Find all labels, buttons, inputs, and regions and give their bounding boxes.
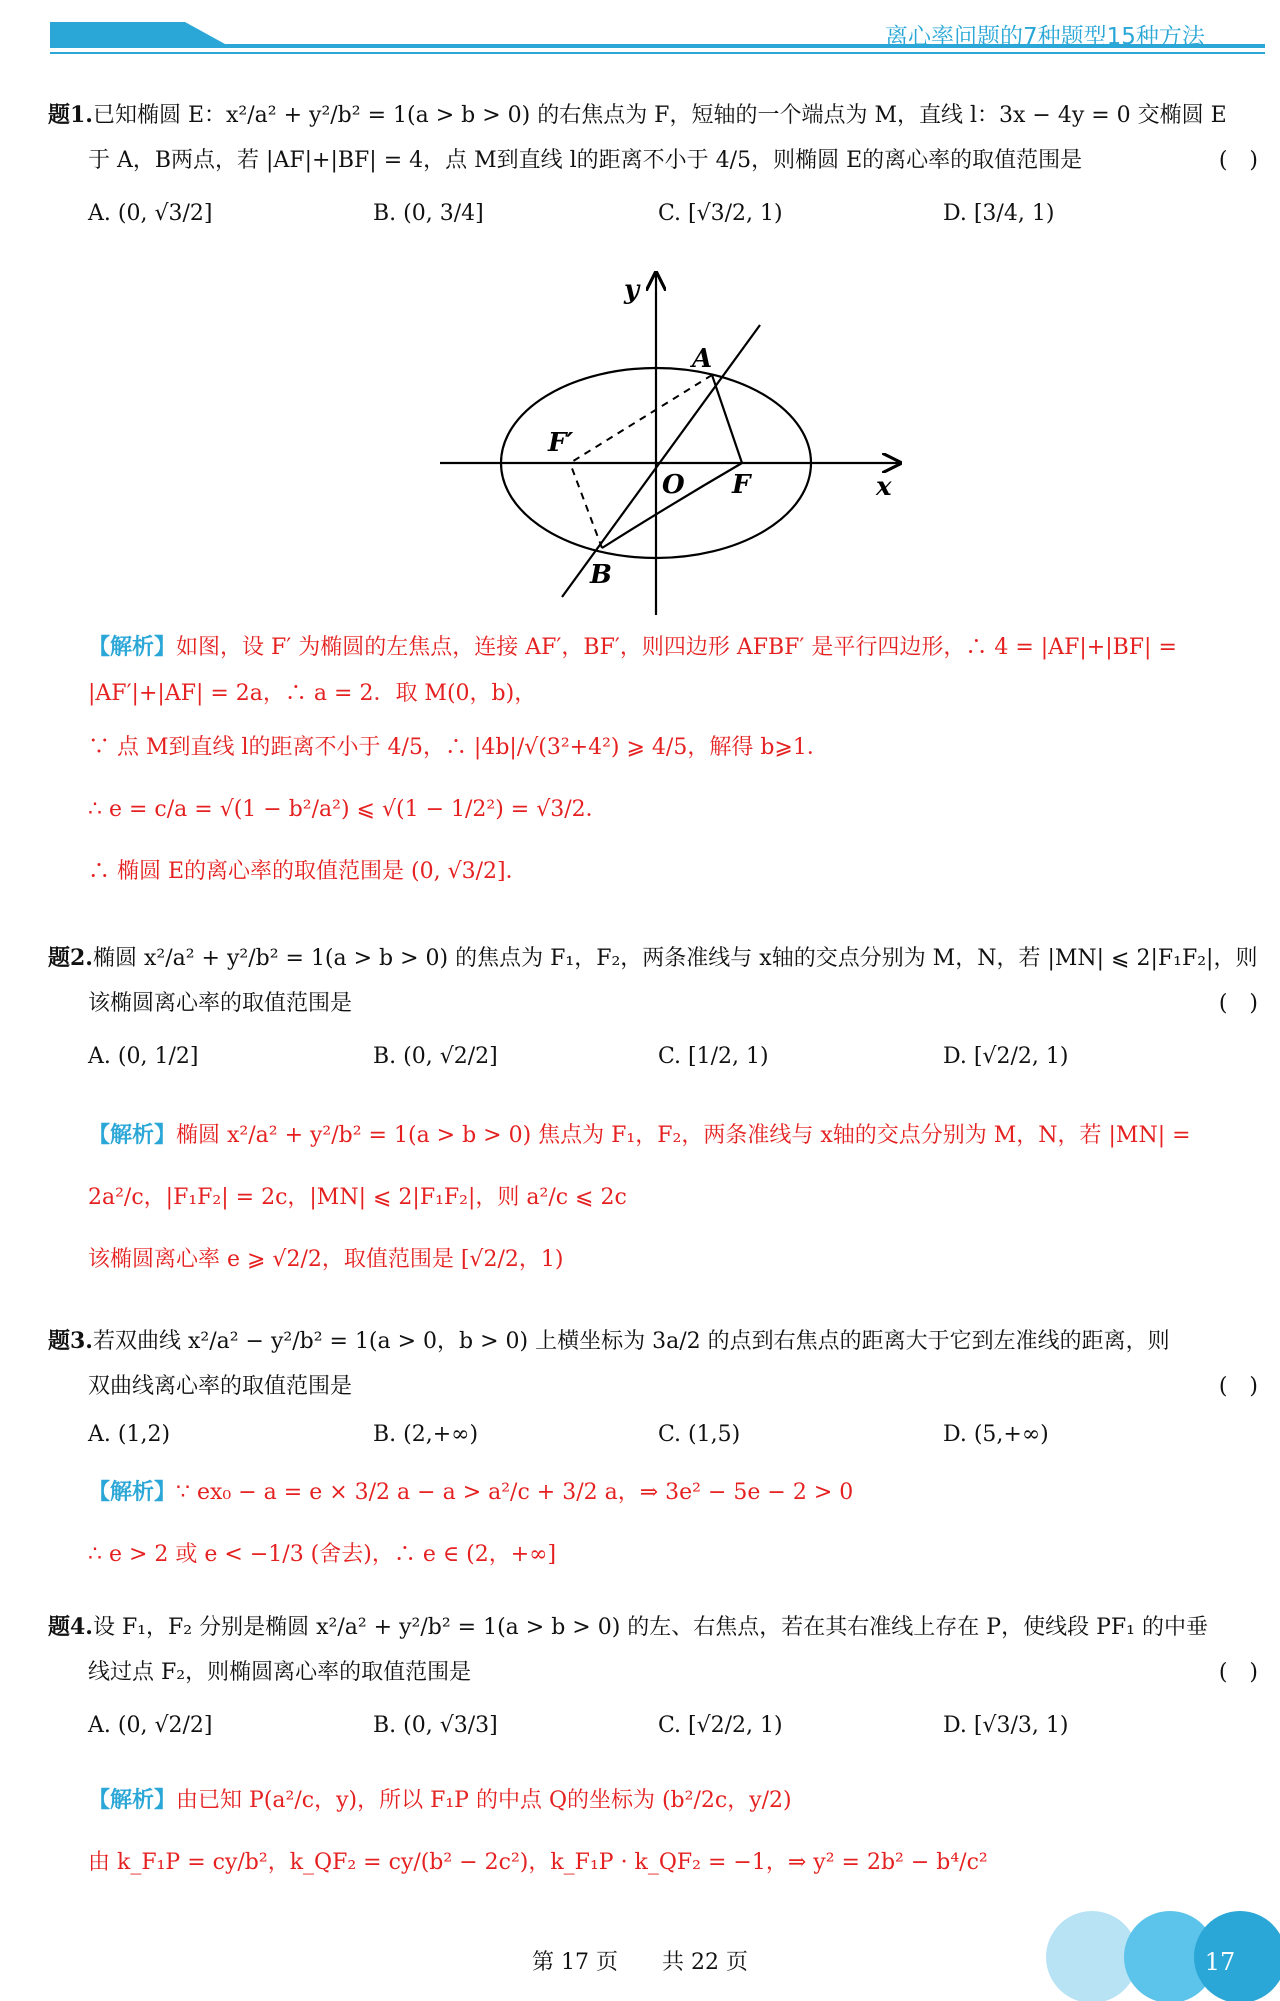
label-A: A [692, 344, 713, 374]
problem-2 [48, 935, 1258, 1087]
solution-2-line-3: 该椭圆离心率 e ⩾ √2/2，取值范围是 [√2/2，1) [88, 1247, 564, 1272]
solution-3-line-1: 【解析】∵ ex₀ − a = e × 3/2 a − a > a²/c + 3/2 a，⇒ 3e² − 5e − 2 > 0 [88, 1480, 854, 1505]
line-l [562, 325, 760, 597]
solution-1-line-2: |AF′|+|AF| = 2a，∴ a = 2．取 M(0，b)， [88, 681, 537, 706]
answer-parens: ( ) [1218, 1660, 1258, 1685]
problem-2-number: 题2. [48, 945, 93, 971]
option-c: C. [√3/2, 1) [658, 201, 783, 226]
option-a: A. (0, √2/2] [88, 1713, 213, 1738]
problem-2-stem-line-2: 该椭圆离心率的取值范围是 ( ) [48, 981, 1258, 1027]
option-c: C. (1,5) [658, 1422, 741, 1447]
option-a: A. (0, 1/2] [88, 1044, 199, 1069]
solution-1-line-4: ∴ e = c/a = √(1 − b²/a²) ⩽ √(1 − 1/2²) = √3/2． [88, 797, 608, 822]
option-a: A. (1,2) [88, 1422, 171, 1447]
label-y: y [624, 275, 640, 305]
problem-2-options [48, 1027, 1258, 1087]
solution-1-line-5: ∴ 椭圆 E的离心率的取值范围是 (0, √3/2]． [88, 859, 528, 884]
problem-2-stem-line-1: 题2.椭圆 x²/a² + y²/b² = 1(a > b > 0) 的焦点为 F₁，F₂，两条准线与 x轴的交点分别为 M，N，若 |MN| ⩽ 2|F₁F₂|，则 [48, 945, 1258, 971]
solution-2 [48, 1105, 1258, 1291]
solution-2-line-2: 2a²/c，|F₁F₂| = 2c，|MN| ⩽ 2|F₁F₂|，则 a²/c ⩽ 2c [88, 1185, 627, 1210]
solution-4-line-2: 由 k_F₁P = cy/b²，k_QF₂ = cy/(b² − 2c²)，k_F₁P · k_QF₂ = −1，⇒ y² = 2b² − b⁴/c² [88, 1850, 988, 1875]
option-d: D. [√3/3, 1) [943, 1713, 1069, 1738]
problem-3-stem-line-1: 题3.若双曲线 x²/a² − y²/b² = 1(a > 0，b > 0) 上横坐标为 3a/2 的点到右焦点的距离大于它到左准线的距离，则 [48, 1328, 1170, 1354]
option-d: D. [3/4, 1) [943, 201, 1055, 226]
label-x: x [876, 472, 892, 502]
problem-1 [48, 92, 1258, 244]
page-number: 17 [1204, 1948, 1236, 1976]
option-b: B. (0, √3/3] [373, 1713, 498, 1738]
option-a: A. (0, √3/2] [88, 201, 213, 226]
problem-4-options [48, 1696, 1258, 1756]
option-b: B. (2,+∞) [373, 1422, 479, 1447]
answer-parens: ( ) [1218, 991, 1258, 1016]
option-d: D. [√2/2, 1) [943, 1044, 1069, 1069]
answer-parens: ( ) [1218, 1374, 1258, 1399]
label-F: F [732, 470, 751, 500]
answer-parens: ( ) [1218, 148, 1258, 173]
solution-4 [48, 1770, 1258, 1894]
problem-4 [48, 1604, 1258, 1756]
option-c: C. [1/2, 1) [658, 1044, 769, 1069]
solution-tag: 【解析】 [88, 1123, 177, 1148]
solution-4-line-1: 【解析】由已知 P(a²/c，y)，所以 F₁P 的中点 Q的坐标为 (b²/2c，y/2) [88, 1788, 792, 1813]
solution-tag: 【解析】 [88, 1480, 177, 1505]
problem-3 [48, 1318, 1258, 1460]
option-d: D. (5,+∞) [943, 1422, 1049, 1447]
problem-3-stem-line-2: 双曲线离心率的取值范围是 ( ) [48, 1364, 1258, 1410]
label-Fprime: F′ [548, 428, 574, 458]
segment-BFp [570, 463, 602, 548]
solution-2-line-1: 【解析】椭圆 x²/a² + y²/b² = 1(a > b > 0) 焦点为 F₁，F₂，两条准线与 x轴的交点分别为 M，N，若 |MN| = [88, 1123, 1191, 1148]
problem-3-options [48, 1410, 1258, 1460]
solution-1-line-1: 【解析】如图，设 F′ 为椭圆的左焦点，连接 AF′，BF′，则四边形 AFBF′ 是平行四边形，∴ 4 = |AF|+|BF| = [88, 635, 1177, 660]
option-b: B. (0, 3/4] [373, 201, 484, 226]
solution-1 [48, 625, 1258, 903]
label-O: O [662, 470, 685, 500]
problem-3-number: 题3. [48, 1328, 93, 1354]
problem-1-stem-line-1: 题1.已知椭圆 E：x²/a² + y²/b² = 1(a > b > 0) 的右焦点为 F，短轴的一个端点为 M，直线 l：3x − 4y = 0 交椭圆 E [48, 102, 1227, 128]
page-footer: 第 17 页 共 22 页 [532, 1950, 748, 1975]
solution-tag: 【解析】 [88, 635, 177, 660]
problem-4-stem-line-1: 题4.设 F₁，F₂ 分别是椭圆 x²/a² + y²/b² = 1(a > b > 0) 的左、右焦点，若在其右准线上存在 P，使线段 PF₁ 的中垂 [48, 1614, 1208, 1640]
solution-3-line-2: ∴ e > 2 或 e < −1/3 (舍去)，∴ e ∈ (2，+∞] [88, 1542, 557, 1567]
problem-4-number: 题4. [48, 1614, 93, 1640]
solution-tag: 【解析】 [88, 1788, 177, 1813]
option-c: C. [√2/2, 1) [658, 1713, 783, 1738]
header-title: 离心率问题的7种题型15种方法 [885, 24, 1205, 50]
problem-1-stem-line-2: 于 A，B两点，若 |AF|+|BF| = 4，点 M到直线 l的距离不小于 4/5，则椭圆 E的离心率的取值范围是 ( ) [48, 138, 1258, 184]
ellipse-figure [430, 265, 910, 625]
solution-3 [48, 1462, 1258, 1586]
segment-AF [712, 375, 742, 463]
problem-1-options [48, 184, 1258, 244]
label-B: B [590, 560, 612, 590]
problem-1-number: 题1. [48, 102, 93, 128]
problem-4-stem-line-2: 线过点 F₂，则椭圆离心率的取值范围是 ( ) [48, 1650, 1258, 1696]
option-b: B. (0, √2/2] [373, 1044, 498, 1069]
solution-1-line-3: ∵ 点 M到直线 l的距离不小于 4/5，∴ |4b|/√(3²+4²) ⩾ 4/5，解得 b⩾1． [88, 735, 829, 760]
